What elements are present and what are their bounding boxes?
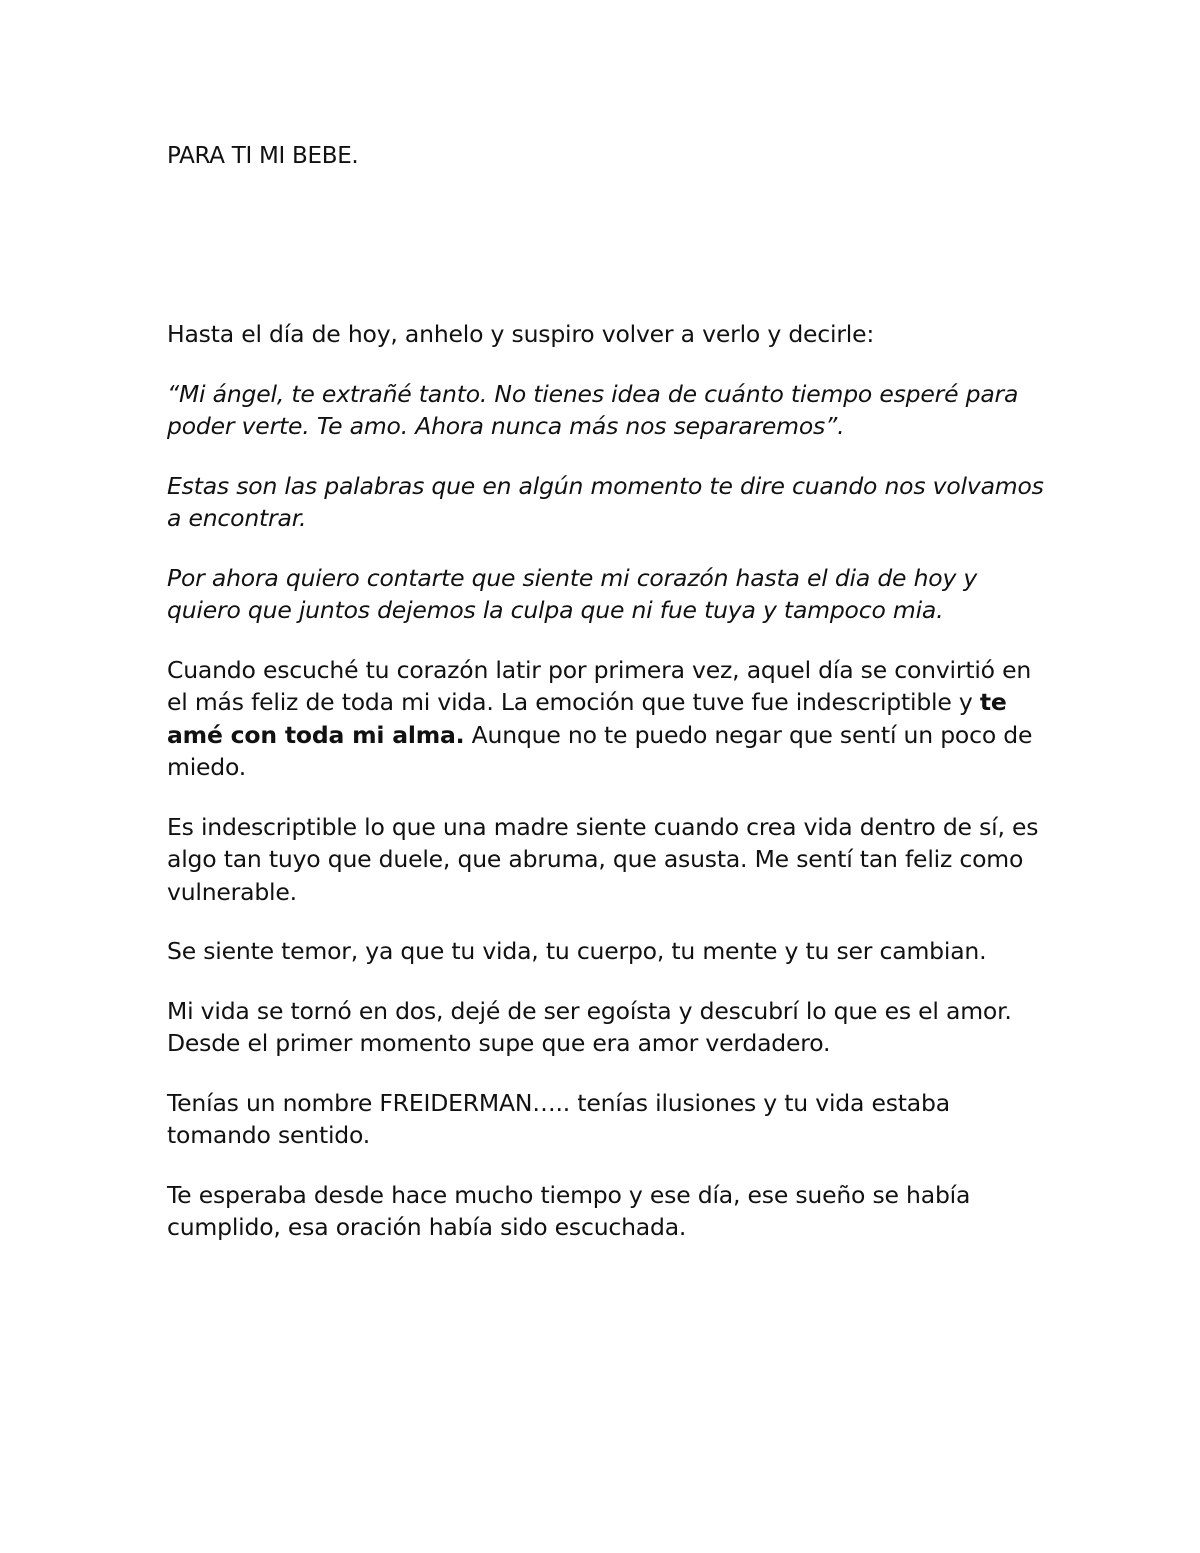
- paragraph-5-text-after: Aunque no te puedo negar que sentí un poco de miedo.: [167, 720, 1033, 781]
- paragraph-2-quote: “Mi ángel, te extrañé tanto. No tienes idea de cuánto tiempo esperé para poder verte. Te amo. Ahora nunca más nos separaremos”.: [167, 379, 1019, 440]
- paragraph-4: Por ahora quiero contarte que siente mi corazón hasta el dia de hoy y quiero que juntos dejemos la culpa que ni fue tuya y tampoco mia.: [167, 563, 978, 624]
- document-title: PARA TI MI BEBE.: [167, 143, 359, 169]
- paragraph-7: Se siente temor, ya que tu vida, tu cuerpo, tu mente y tu ser cambian.: [167, 937, 987, 965]
- paragraph-9: Tenías un nombre FREIDERMAN….. tenías ilusiones y tu vida estaba tomando sentido.: [167, 1088, 950, 1149]
- paragraph-10: Te esperaba desde hace mucho tiempo y ese día, ese sueño se había cumplido, esa oración había sido escuchada.: [167, 1180, 971, 1241]
- paragraph-6: Es indescriptible lo que una madre siente cuando crea vida dentro de sí, es algo tan tuyo que duele, que abruma, que asusta. Me sentí tan feliz como vulnerable.: [167, 812, 1039, 906]
- paragraph-5-bold-text: te amé con toda mi alma.: [167, 688, 1007, 749]
- paragraph-8: Mi vida se tornó en dos, dejé de ser egoísta y descubrí lo que es el amor. Desde el primer momento supe que era amor verdadero.: [167, 996, 1012, 1057]
- paragraph-5: [167, 654, 1047, 784]
- paragraph-5-text-before: Cuando escuché tu corazón latir por primera vez, aquel día se convirtió en el más feliz de toda mi vida. La emoción que tuve fue indescriptible y: [167, 655, 1032, 716]
- paragraph-1: Hasta el día de hoy, anhelo y suspiro volver a verlo y decirle:: [167, 320, 875, 348]
- document-body: [167, 318, 1047, 1271]
- paragraph-3: Estas son las palabras que en algún momento te dire cuando nos volvamos a encontrar.: [167, 471, 1044, 532]
